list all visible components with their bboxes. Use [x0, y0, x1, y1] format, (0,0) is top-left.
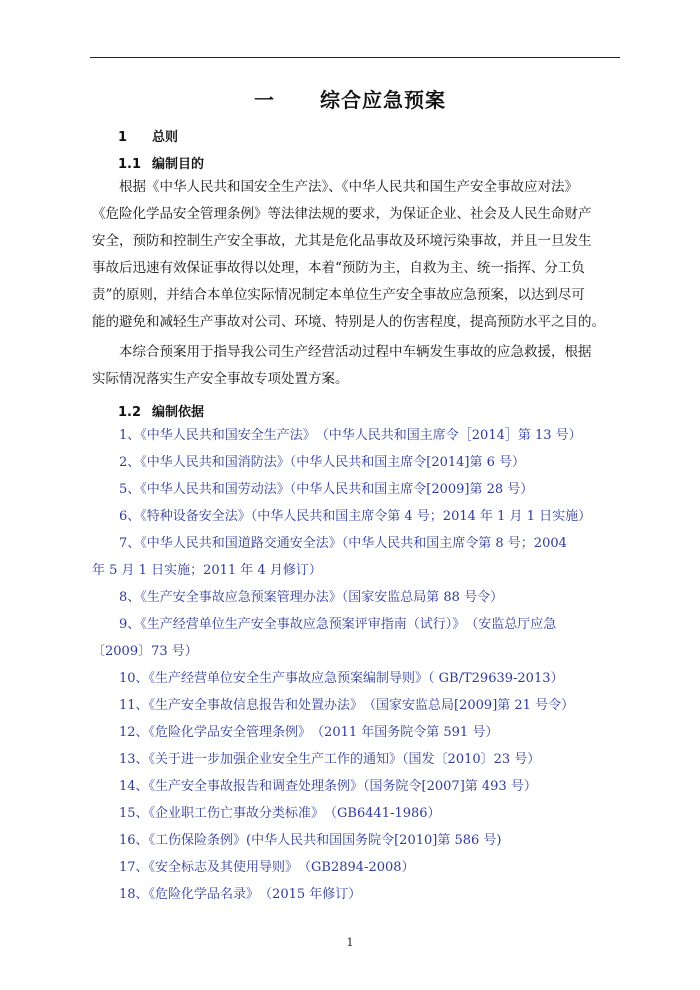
reference-item: 9、《生产经营单位生产安全事故应急预案评审指南（试行）》 （安监总厅应急 [119, 617, 557, 632]
scope-paragraph [92, 339, 620, 393]
section-heading-1-1 [118, 153, 204, 172]
reference-item: 13、《关于进一步加强企业安全生产工作的通知》（国发〔2010〕23 号） [119, 752, 541, 767]
page-title [0, 84, 700, 113]
reference-item: 15、《企业职工伤亡事故分类标准》 （GB6441-1986） [119, 806, 441, 821]
reference-item: 16、《工伤保险条例》(中华人民共和国国务院令[2010]第 586 号) [119, 833, 502, 848]
section-number: 1.2 [118, 405, 142, 420]
title-number: 一 [254, 88, 275, 112]
reference-item: 11、《生产安全事故信息报告和处置办法》 （国家安监总局[2009]第 21 号令） [119, 698, 575, 713]
paragraph-line: 《危险化学品安全管理条例》等法律法规的要求，为保证企业、社会及人民生命财产 [92, 206, 592, 222]
paragraph-line: 能的避免和减轻生产事故对公司、环境、特别是人的伤害程度，提高预防水平之目的。 [92, 314, 605, 330]
page-number: 1 [346, 936, 354, 949]
paragraph-line: 责”的原则，并结合本单位实际情况制定本单位生产安全事故应急预案，以达到尽可 [92, 287, 585, 303]
paragraph-line: 事故后迅速有效保证事故得以处理，本着“预防为主，自救为主、统一指挥、分工负 [92, 260, 585, 276]
header-rule [90, 57, 620, 58]
reference-item: 18、《危险化学品名录》 （2015 年修订） [119, 887, 362, 902]
paragraph-line: 安全，预防和控制生产安全事故，尤其是危化品事故及环境污染事故，并且一旦发生 [92, 233, 592, 249]
reference-item: 6、《特种设备安全法》（中华人民共和国主席令第 4 号；2014 年 1 月 1 日实施） [119, 509, 592, 524]
reference-item: 12、《危险化学品安全管理条例》 （2011 年国务院令第 591 号） [119, 725, 499, 740]
section-label: 编制依据 [152, 405, 205, 420]
reference-item: 8、《生产安全事故应急预案管理办法》（国家安监总局第 88 号令） [119, 590, 504, 605]
reference-item: 年 5 月 1 日实施；2011 年 4 月修订） [92, 563, 322, 578]
reference-item: 10、《生产经营单位安全生产事故应急预案编制导则》（ GB/T29639-2013） [119, 671, 564, 686]
section-label: 总则 [152, 130, 179, 145]
purpose-paragraph [92, 174, 620, 336]
reference-item: 2、《中华人民共和国消防法》（中华人民共和国主席令[2014]第 6 号） [119, 455, 526, 470]
paragraph-line: 根据《中华人民共和国安全生产法》、《中华人民共和国生产安全事故应对法》 [119, 179, 578, 195]
reference-item: 1、《中华人民共和国安全生产法》 （中华人民共和国主席令［2014］第 13 号） [119, 428, 582, 443]
reference-item: 7、《中华人民共和国道路交通安全法》（中华人民共和国主席令第 8 号；2004 [119, 536, 567, 551]
reference-item: 17、《安全标志及其使用导则》 （GB2894-2008） [119, 860, 415, 875]
paragraph-line: 实际情况落实生产安全事故专项处置方案。 [92, 371, 349, 387]
paragraph-line: 本综合预案用于指导我公司生产经营活动过程中车辆发生事故的应急救援，根据 [119, 344, 592, 360]
reference-item: 14、《生产安全事故报告和调查处理条例》（国务院令[2007]第 493 号） [119, 779, 537, 794]
reference-item: 〔2009〕73 号） [92, 644, 198, 659]
section-heading-1 [118, 126, 178, 145]
reference-list [92, 422, 620, 908]
title-text: 综合应急预案 [320, 88, 446, 112]
section-number: 1.1 [118, 157, 142, 172]
section-label: 编制目的 [152, 157, 205, 172]
reference-item: 5、《中华人民共和国劳动法》（中华人民共和国主席令[2009]第 28 号） [119, 482, 534, 497]
section-heading-1-2 [118, 401, 204, 420]
section-number: 1 [118, 130, 128, 145]
